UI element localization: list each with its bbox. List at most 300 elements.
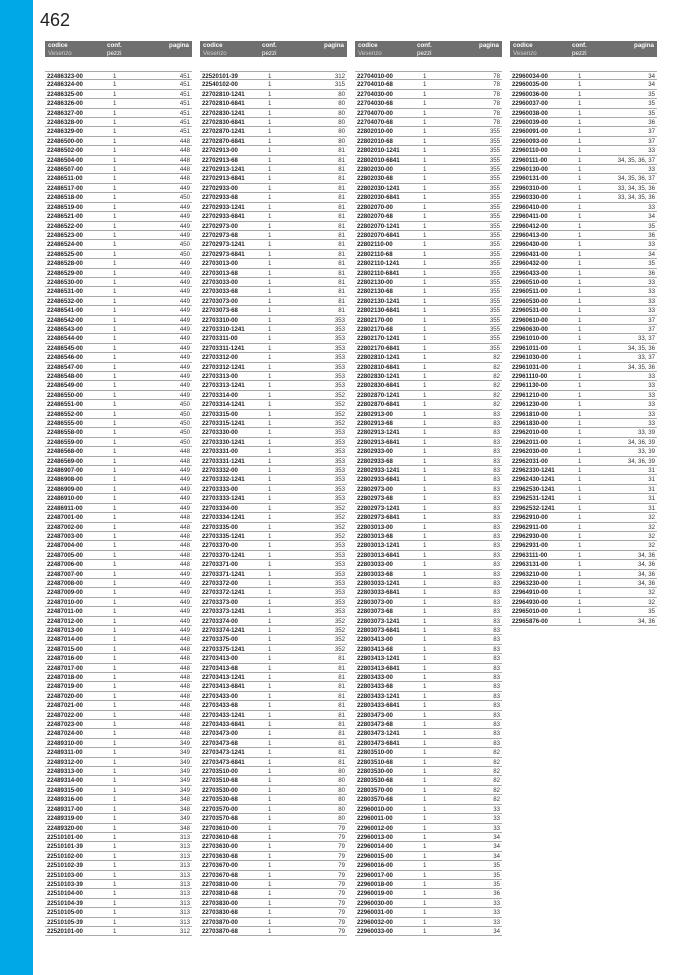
qty-cell: 1 [423, 551, 427, 559]
page-cell: 34, 36 [638, 551, 655, 559]
table-row [45, 269, 192, 278]
table-row [200, 852, 347, 861]
code-cell: 22802030-00 [357, 166, 393, 174]
code-cell: 22486531-00 [47, 288, 83, 296]
qty-cell: 1 [268, 429, 272, 437]
page-cell: 33 [648, 297, 655, 305]
table-row [200, 635, 347, 644]
code-cell: 22703314-00 [202, 391, 238, 399]
code-cell: 22960091-00 [512, 128, 548, 136]
qty-cell: 1 [113, 354, 117, 362]
table-row [355, 184, 502, 193]
page-cell: 449 [179, 391, 190, 399]
code-cell: 22486549-00 [47, 382, 83, 390]
qty-cell: 1 [423, 862, 427, 870]
table-row [45, 927, 192, 936]
table-row [45, 588, 192, 597]
page-cell: 355 [489, 175, 500, 183]
code-cell: 22703670-00 [202, 862, 238, 870]
page-cell: 80 [338, 796, 345, 804]
page-cell: 36 [648, 269, 655, 277]
page-cell: 353 [334, 467, 345, 475]
table-row [200, 861, 347, 870]
qty-cell: 1 [423, 382, 427, 390]
page-cell: 82 [493, 786, 500, 794]
code-cell: 22960038-00 [512, 109, 548, 117]
qty-cell: 1 [268, 241, 272, 249]
code-cell: 22962030-00 [512, 448, 548, 456]
code-cell: 22703310-1241 [202, 325, 245, 333]
page-cell: 82 [493, 758, 500, 766]
qty-cell: 1 [268, 438, 272, 446]
page-cell: 81 [338, 730, 345, 738]
table-row [45, 316, 192, 325]
header-qty-label: conf. [417, 42, 432, 49]
code-cell: 22703375-1241 [202, 645, 245, 653]
header-page-label: pagina [634, 42, 654, 49]
table-row [200, 748, 347, 757]
page-cell: 81 [338, 260, 345, 268]
qty-cell: 1 [578, 128, 582, 136]
qty-cell: 1 [578, 391, 582, 399]
page-cell: 34 [493, 927, 500, 935]
page-cell: 81 [338, 147, 345, 155]
table-row [200, 824, 347, 833]
table-row [510, 551, 657, 560]
code-cell: 22703830-68 [202, 909, 238, 917]
qty-cell: 1 [423, 203, 427, 211]
qty-cell: 1 [423, 542, 427, 550]
table-row [45, 447, 192, 456]
code-cell: 22960610-00 [512, 316, 548, 324]
qty-cell: 1 [578, 297, 582, 305]
code-cell: 22702933-6841 [202, 213, 245, 221]
qty-cell: 1 [268, 194, 272, 202]
code-cell: 22961830-00 [512, 420, 548, 428]
code-cell: 22704010-68 [357, 81, 393, 89]
table-row [200, 833, 347, 842]
qty-cell: 1 [268, 260, 272, 268]
code-cell: 22960039-00 [512, 119, 548, 127]
table-row [200, 570, 347, 579]
page-cell: 83 [493, 448, 500, 456]
page-cell: 33, 39 [638, 429, 655, 437]
table-row [45, 824, 192, 833]
page-cell: 35 [648, 109, 655, 117]
code-cell: 22960531-00 [512, 307, 548, 315]
qty-cell: 1 [578, 495, 582, 503]
page-cell: 83 [493, 626, 500, 634]
table-row [510, 541, 657, 550]
qty-cell: 1 [578, 90, 582, 98]
qty-cell: 1 [113, 467, 117, 475]
table-row [355, 814, 502, 823]
table-row [45, 532, 192, 541]
code-cell: 22703373-00 [202, 598, 238, 606]
qty-cell: 1 [423, 909, 427, 917]
code-cell: 22960433-00 [512, 269, 548, 277]
table-row [45, 551, 192, 560]
page-cell: 448 [179, 532, 190, 540]
qty-cell: 1 [113, 410, 117, 418]
qty-cell: 1 [268, 786, 272, 794]
qty-cell: 1 [113, 711, 117, 719]
qty-cell: 1 [578, 231, 582, 239]
table-row [510, 269, 657, 278]
qty-cell: 1 [578, 457, 582, 465]
header-qty-sublabel: pezzi [107, 49, 122, 57]
qty-cell: 1 [423, 194, 427, 202]
table-row [45, 729, 192, 738]
code-cell: 22963210-00 [512, 570, 548, 578]
code-cell: 22962532-1241 [512, 504, 555, 512]
page-cell: 81 [338, 297, 345, 305]
page-cell: 33, 34, 35, 36 [617, 184, 655, 192]
page-cell: 448 [179, 542, 190, 550]
qty-cell: 1 [113, 73, 117, 80]
page-cell: 449 [179, 316, 190, 324]
table-row [45, 579, 192, 588]
code-cell: 22803433-6841 [357, 702, 400, 710]
code-cell: 22510102-00 [47, 852, 83, 860]
qty-cell: 1 [113, 833, 117, 841]
code-cell: 22486507-00 [47, 166, 83, 174]
page-cell: 83 [493, 598, 500, 606]
qty-cell: 1 [268, 730, 272, 738]
qty-cell: 1 [113, 495, 117, 503]
page-cell: 449 [179, 382, 190, 390]
qty-cell: 1 [423, 250, 427, 258]
qty-cell: 1 [268, 166, 272, 174]
qty-cell: 1 [423, 109, 427, 117]
table-row [355, 306, 502, 315]
table-row [200, 720, 347, 729]
page-cell: 352 [334, 391, 345, 399]
code-cell: 22961230-00 [512, 401, 548, 409]
table-row [355, 212, 502, 221]
code-cell: 22703570-00 [202, 805, 238, 813]
qty-cell: 1 [423, 805, 427, 813]
qty-cell: 1 [113, 777, 117, 785]
code-cell: 22960530-00 [512, 297, 548, 305]
qty-cell: 1 [578, 307, 582, 315]
table-row [510, 99, 657, 108]
table-row [200, 551, 347, 560]
code-cell: 22803473-00 [357, 711, 393, 719]
qty-cell: 1 [578, 504, 582, 512]
page-cell: 33, 39 [638, 448, 655, 456]
qty-cell: 1 [578, 335, 582, 343]
page-cell: 352 [334, 617, 345, 625]
table-row [510, 466, 657, 475]
qty-cell: 1 [578, 288, 582, 296]
table-row [200, 428, 347, 437]
qty-cell: 1 [423, 833, 427, 841]
table-row [355, 607, 502, 616]
table-row [45, 165, 192, 174]
page-cell: 83 [493, 608, 500, 616]
table-row [200, 231, 347, 240]
qty-cell: 1 [578, 373, 582, 380]
page-cell: 33 [648, 410, 655, 418]
table-row [355, 447, 502, 456]
page-cell: 82 [493, 354, 500, 362]
qty-cell: 1 [578, 429, 582, 437]
page-cell: 313 [179, 862, 190, 870]
qty-cell: 1 [423, 457, 427, 465]
table-row [200, 109, 347, 118]
qty-cell: 1 [578, 382, 582, 390]
qty-cell: 1 [113, 373, 117, 380]
qty-cell: 1 [268, 354, 272, 362]
page-cell: 79 [338, 890, 345, 898]
code-cell: 22802933-68 [357, 457, 393, 465]
qty-cell: 1 [578, 325, 582, 333]
table-row [355, 513, 502, 522]
qty-cell: 1 [113, 325, 117, 333]
page-cell: 31 [648, 504, 655, 512]
qty-cell: 1 [113, 730, 117, 738]
qty-cell: 1 [423, 777, 427, 785]
code-cell: 22510103-00 [47, 871, 83, 879]
qty-cell: 1 [578, 532, 582, 540]
table-row [200, 776, 347, 785]
qty-cell: 1 [268, 579, 272, 587]
code-cell: 22960411-00 [512, 213, 548, 221]
page-cell: 80 [338, 137, 345, 145]
table-row [200, 363, 347, 372]
table-row [45, 203, 192, 212]
page-cell: 83 [493, 410, 500, 418]
code-cell: 22703013-00 [202, 260, 238, 268]
qty-cell: 1 [268, 692, 272, 700]
code-cell: 22802170-68 [357, 325, 393, 333]
table-row [355, 579, 502, 588]
page-cell: 81 [338, 156, 345, 164]
qty-cell: 1 [578, 222, 582, 230]
qty-cell: 1 [423, 570, 427, 578]
table-row [355, 570, 502, 579]
page-cell: 355 [489, 203, 500, 211]
code-cell: 22802933-1241 [357, 467, 400, 475]
page-cell: 34, 35, 36, 37 [617, 175, 655, 183]
code-cell: 22486568-00 [47, 448, 83, 456]
qty-cell: 1 [268, 73, 272, 80]
row-list [510, 71, 657, 626]
code-cell: 22489310-00 [47, 739, 83, 747]
qty-cell: 1 [113, 401, 117, 409]
qty-cell: 1 [423, 344, 427, 352]
page-cell: 33 [648, 307, 655, 315]
qty-cell: 1 [423, 260, 427, 268]
qty-cell: 1 [578, 73, 582, 80]
page-cell: 355 [489, 335, 500, 343]
page-cell: 83 [493, 561, 500, 569]
table-row [200, 156, 347, 165]
table-row [45, 786, 192, 795]
page-cell: 353 [334, 373, 345, 380]
page-cell: 81 [338, 721, 345, 729]
qty-cell: 1 [578, 344, 582, 352]
qty-cell: 1 [268, 213, 272, 221]
qty-cell: 1 [268, 523, 272, 531]
page-cell: 451 [179, 100, 190, 108]
header-qty-sublabel: pezzi [262, 49, 277, 57]
qty-cell: 1 [268, 777, 272, 785]
table-row [355, 222, 502, 231]
code-cell: 22520101-00 [47, 927, 83, 935]
table-row [45, 748, 192, 757]
page-cell: 353 [334, 485, 345, 493]
code-cell: 22960032-00 [357, 918, 393, 926]
page-cell: 448 [179, 636, 190, 644]
code-cell: 22802170-00 [357, 316, 393, 324]
table-row [355, 165, 502, 174]
qty-cell: 1 [268, 843, 272, 851]
page-cell: 448 [179, 721, 190, 729]
page-cell: 355 [489, 269, 500, 277]
page-cell: 449 [179, 288, 190, 296]
code-cell: 22486532-00 [47, 297, 83, 305]
page-cell: 81 [338, 194, 345, 202]
code-cell: 22489311-00 [47, 749, 83, 757]
qty-cell: 1 [268, 608, 272, 616]
code-cell: 22486519-00 [47, 203, 83, 211]
table-row [45, 193, 192, 202]
table-row [355, 842, 502, 851]
page-cell: 451 [179, 109, 190, 117]
code-cell: 22486326-00 [47, 100, 83, 108]
page-cell: 35 [493, 862, 500, 870]
table-row [200, 99, 347, 108]
qty-cell: 1 [423, 880, 427, 888]
qty-cell: 1 [423, 608, 427, 616]
qty-cell: 1 [423, 81, 427, 89]
qty-cell: 1 [423, 288, 427, 296]
code-cell: 22702933-68 [202, 194, 238, 202]
page-cell: 355 [489, 241, 500, 249]
code-cell: 22704030-68 [357, 100, 393, 108]
table-row [45, 372, 192, 381]
table-row [45, 805, 192, 814]
table-row [45, 899, 192, 908]
page-cell: 34, 36 [638, 561, 655, 569]
table-row [200, 137, 347, 146]
code-cell: 22510103-39 [47, 880, 83, 888]
table-row [200, 673, 347, 682]
qty-cell: 1 [113, 721, 117, 729]
table-row [355, 410, 502, 419]
page-cell: 448 [179, 147, 190, 155]
qty-cell: 1 [423, 918, 427, 926]
qty-cell: 1 [578, 410, 582, 418]
page-cell: 83 [493, 711, 500, 719]
qty-cell: 1 [268, 297, 272, 305]
code-cell: 22802830-6841 [357, 382, 400, 390]
table-row [510, 579, 657, 588]
qty-cell: 1 [578, 617, 582, 625]
qty-cell: 1 [268, 391, 272, 399]
code-cell: 22703315-1241 [202, 420, 245, 428]
page-cell: 349 [179, 749, 190, 757]
page-cell: 355 [489, 307, 500, 315]
code-cell: 22703313-00 [202, 373, 238, 380]
table-row [45, 795, 192, 804]
table-row [45, 71, 192, 80]
table-row [355, 598, 502, 607]
qty-cell: 1 [268, 137, 272, 145]
page-cell: 81 [338, 269, 345, 277]
page-cell: 79 [338, 833, 345, 841]
page-cell: 449 [179, 307, 190, 315]
header-code-sublabel: Vesenzo [48, 49, 72, 57]
header-code-sublabel: Vesenzo [513, 49, 537, 57]
page-cell: 33 [493, 918, 500, 926]
code-cell: 22703330-1241 [202, 438, 245, 446]
page-cell: 83 [493, 485, 500, 493]
page-cell: 313 [179, 880, 190, 888]
code-cell: 22702933-1241 [202, 203, 245, 211]
code-cell: 22703473-00 [202, 730, 238, 738]
table-row [200, 240, 347, 249]
code-cell: 22803033-1241 [357, 579, 400, 587]
page-cell: 352 [334, 636, 345, 644]
code-cell: 22802070-00 [357, 203, 393, 211]
table-row [45, 664, 192, 673]
table-row [200, 588, 347, 597]
code-cell: 22486504-00 [47, 156, 83, 164]
page-cell: 353 [334, 542, 345, 550]
code-cell: 22487022-00 [47, 711, 83, 719]
page-cell: 81 [338, 683, 345, 691]
table-row [355, 363, 502, 372]
qty-cell: 1 [113, 213, 117, 221]
code-cell: 22487005-00 [47, 551, 83, 559]
page-cell: 81 [338, 213, 345, 221]
code-cell: 22962330-1241 [512, 467, 555, 475]
qty-cell: 1 [423, 721, 427, 729]
code-cell: 22960630-00 [512, 325, 548, 333]
code-cell: 22960432-00 [512, 260, 548, 268]
code-cell: 22960034-00 [512, 73, 548, 80]
page-cell: 37 [648, 128, 655, 136]
code-cell: 22703510-00 [202, 768, 238, 776]
code-cell: 22802030-68 [357, 175, 393, 183]
page-cell: 81 [338, 711, 345, 719]
qty-cell: 1 [578, 184, 582, 192]
table-row [510, 297, 657, 306]
page-cell: 81 [338, 250, 345, 258]
page-cell: 33 [648, 166, 655, 174]
table-row [355, 918, 502, 927]
page-cell: 80 [338, 119, 345, 127]
page-cell: 32 [648, 542, 655, 550]
page-cell: 81 [338, 749, 345, 757]
page-cell: 355 [489, 137, 500, 145]
code-cell: 22486909-00 [47, 485, 83, 493]
table-row [510, 485, 657, 494]
code-cell: 22487013-00 [47, 626, 83, 634]
code-cell: 22486324-00 [47, 81, 83, 89]
qty-cell: 1 [113, 128, 117, 136]
column-header [45, 41, 192, 57]
table-row [200, 889, 347, 898]
table-row [45, 560, 192, 569]
code-cell: 22803033-00 [357, 561, 393, 569]
table-row [355, 297, 502, 306]
code-cell: 22487020-00 [47, 692, 83, 700]
code-cell: 22489315-00 [47, 786, 83, 794]
